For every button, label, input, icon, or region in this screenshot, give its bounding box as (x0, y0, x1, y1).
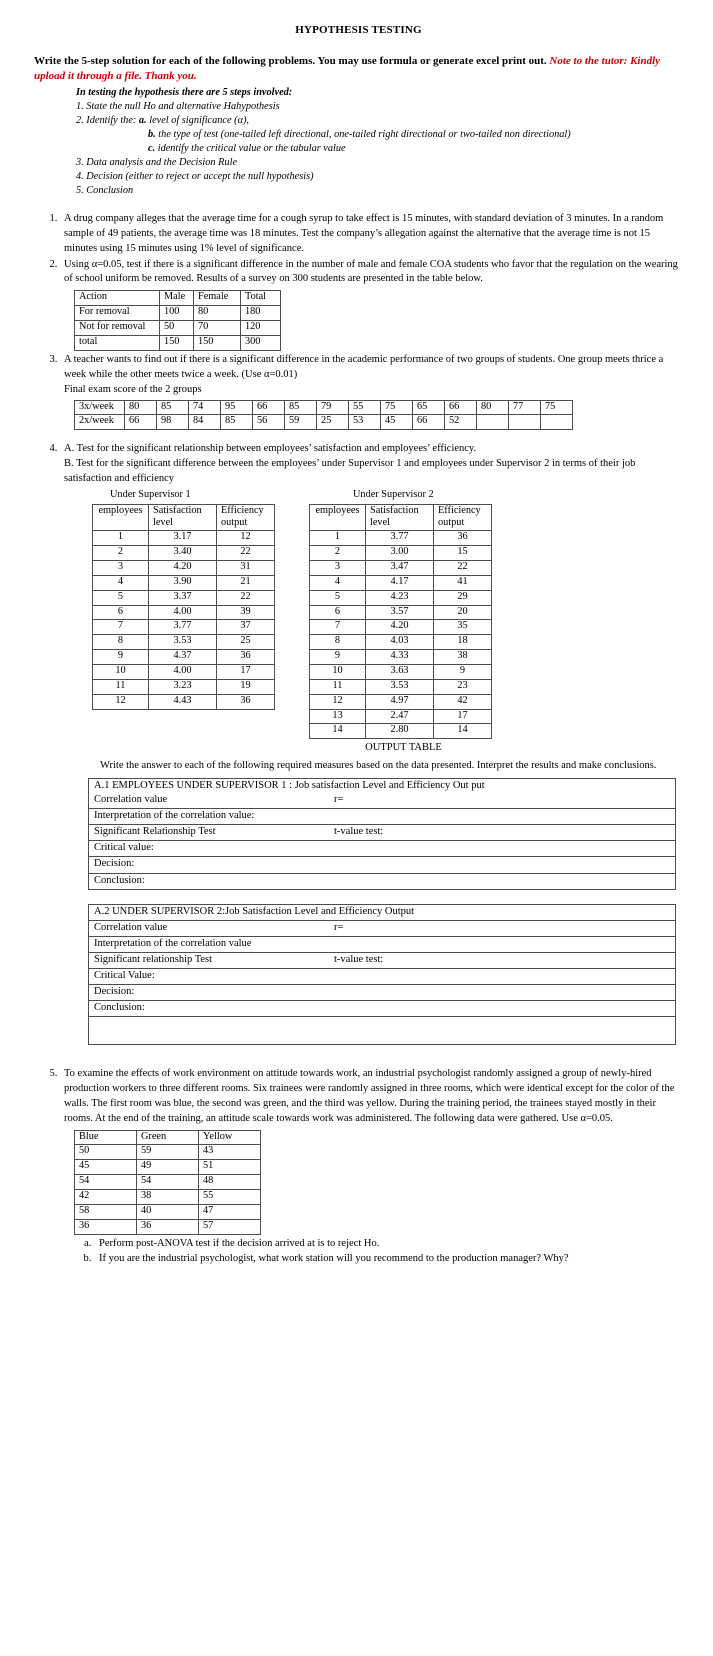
anova-header-yellow: Yellow (199, 1130, 261, 1145)
score-cell: 66 (445, 400, 477, 415)
table-row (310, 531, 492, 546)
score-cell: 80 (125, 400, 157, 415)
problem-5-sublist (64, 1237, 683, 1267)
sup2-cell: 3.63 (366, 665, 434, 680)
table-row (310, 575, 492, 590)
table-row (93, 575, 275, 590)
score-cell: 66 (413, 415, 445, 430)
survey-cell: 180 (241, 306, 281, 321)
problem-4-line-a: 4. A. Test for the significant relationship between employees’ satisfaction and employees’ efficiency. (64, 443, 477, 455)
a1-correlation-row (94, 793, 675, 807)
problem-3 (60, 353, 683, 430)
survey-header-female: Female (194, 291, 241, 306)
problem-1-text: A drug company alleges that the average time for a cough syrup to take effect is 15 minutes, with standard deviation of 3 minutes. In a random sample of 49 patients, the average time was 18 minutes. Test the company’s allegation against the alternative that the average time is not 15 minutes using 15 minutes using 1% level of significance. (64, 212, 664, 254)
sup2-header-satisfaction-l2: level (370, 516, 391, 528)
table-row (310, 709, 492, 724)
scores-row-label: 3x/week (75, 400, 125, 415)
sup2-cell: 4.23 (366, 590, 434, 605)
sup2-header-efficiency-l2: output (438, 516, 465, 528)
sup1-cell: 6 (93, 605, 149, 620)
sup1-cell: 1 (93, 531, 149, 546)
anova-header-blue: Blue (75, 1130, 137, 1145)
survey-cell: 50 (160, 321, 194, 336)
table-row (75, 1190, 261, 1205)
step-4: 4. Decision (either to reject or accept the null hypothesis) (76, 170, 314, 182)
sup2-cell: 29 (434, 590, 492, 605)
sup2-cell: 36 (434, 531, 492, 546)
anova-cell: 55 (199, 1190, 261, 1205)
supervisor-tables (92, 488, 683, 739)
a2-correlation-cell (89, 920, 676, 936)
table-row (93, 665, 275, 680)
sup1-cell: 17 (217, 665, 275, 680)
anova-cell: 43 (199, 1145, 261, 1160)
supervisor-2-table (309, 504, 492, 740)
score-cell (541, 415, 573, 430)
supervisor-1-table (92, 504, 275, 710)
a1-correlation-value: r= (334, 794, 344, 806)
sup1-cell: 19 (217, 679, 275, 694)
table-row (93, 650, 275, 665)
sup1-cell: 22 (217, 590, 275, 605)
anova-cell: 54 (137, 1175, 199, 1190)
sup2-cell: 6 (310, 605, 366, 620)
a1-sigtest-value: t-value test: (334, 826, 384, 838)
sup1-cell: 21 (217, 575, 275, 590)
sup2-cell: 3.57 (366, 605, 434, 620)
anova-cell: 49 (137, 1160, 199, 1175)
sup2-cell: 9 (434, 665, 492, 680)
anova-cell: 36 (137, 1219, 199, 1234)
output-table-a2 (88, 904, 676, 1045)
a1-title: A.1 EMPLOYEES UNDER SUPERVISOR 1 : Job satisfaction Level and Efficiency Out put (94, 780, 485, 792)
step-2c-bold: c. (148, 142, 156, 154)
sup1-header-efficiency (217, 504, 275, 531)
table-row (75, 335, 281, 350)
sup2-cell: 4.20 (366, 620, 434, 635)
table-row (89, 825, 676, 841)
anova-cell: 58 (75, 1204, 137, 1219)
sup2-cell: 3.47 (366, 561, 434, 576)
sup2-cell: 9 (310, 650, 366, 665)
table-row (75, 1175, 261, 1190)
step-3: 3. Data analysis and the Decision Rule (76, 156, 238, 168)
score-cell: 85 (221, 415, 253, 430)
table-row (89, 1017, 676, 1045)
sup2-cell: 20 (434, 605, 492, 620)
sup2-cell: 10 (310, 665, 366, 680)
sup2-cell: 1 (310, 531, 366, 546)
survey-header-action: Action (75, 291, 160, 306)
a2-correlation-row (94, 921, 675, 935)
score-cell: 85 (285, 400, 317, 415)
a2-sigtest-row (94, 953, 675, 967)
supervisor-2-caption: Under Supervisor 2 (353, 488, 434, 500)
anova-cell: 50 (75, 1145, 137, 1160)
sup2-cell: 14 (434, 724, 492, 739)
table-row (75, 415, 573, 430)
a2-critical-value: Critical Value: (89, 968, 676, 984)
problem-5 (60, 1067, 683, 1266)
problem-4-line-b: B. Test for the significant difference between the employees’ under Supervisor 1 and employees under Supervisor 2 in terms of their job satisfaction and efficiency (64, 458, 636, 485)
table-row (89, 779, 676, 809)
sup2-header-employees: employees (310, 504, 366, 531)
survey-cell: 300 (241, 335, 281, 350)
survey-cell: 120 (241, 321, 281, 336)
step-2c (148, 142, 683, 156)
table-gap (64, 890, 683, 900)
table-row (310, 590, 492, 605)
a1-title-cell (89, 779, 676, 809)
table-row (310, 620, 492, 635)
sup1-header-satisfaction-l1: Satisfaction (153, 504, 202, 516)
table-row (75, 1204, 261, 1219)
sup2-cell: 3 (310, 561, 366, 576)
a2-sigtest-cell (89, 952, 676, 968)
score-cell: 75 (381, 400, 413, 415)
problem-5-sub-b: b. If you are the industrial psychologist, what work station will you recommend to the production manager? Why? (94, 1252, 683, 1267)
sup1-cell: 4.00 (149, 665, 217, 680)
sup1-cell: 11 (93, 679, 149, 694)
table-row (75, 400, 573, 415)
problem-3-text: A teacher wants to find out if there is a significant difference in the academic performance of two groups of students. One group meets thrice a week while the other meets twice a week. (Use α=0.01) (64, 353, 664, 380)
steps-block (76, 86, 683, 198)
table-row (93, 531, 275, 546)
table-row (89, 920, 676, 936)
score-cell: 66 (253, 400, 285, 415)
table-row (310, 665, 492, 680)
sup1-cell: 12 (217, 531, 275, 546)
supervisor-2-block (309, 488, 492, 739)
a2-correlation-value: r= (334, 921, 344, 933)
a1-interpretation: Interpretation of the correlation value: (89, 809, 676, 825)
anova-cell: 57 (199, 1219, 261, 1234)
a2-conclusion: Conclusion: (89, 1000, 676, 1016)
survey-cell: 150 (194, 335, 241, 350)
sup1-header-satisfaction (149, 504, 217, 531)
score-cell: 55 (349, 400, 381, 415)
table-row (75, 306, 281, 321)
sup1-cell: 3.37 (149, 590, 217, 605)
sup2-cell: 35 (434, 620, 492, 635)
step-2-prefix: 2. Identify the: (76, 114, 139, 126)
sup1-cell: 4.43 (149, 694, 217, 709)
scores-row-label: 2x/week (75, 415, 125, 430)
sup1-cell: 3.17 (149, 531, 217, 546)
anova-cell: 47 (199, 1204, 261, 1219)
table-row (89, 968, 676, 984)
sup2-cell: 5 (310, 590, 366, 605)
sup1-cell: 3 (93, 561, 149, 576)
a1-critical-value: Critical value: (89, 841, 676, 857)
problem-5-sub-a: a. Perform post-ANOVA test if the decision arrived at is to reject Ho. (94, 1237, 683, 1252)
sup2-cell: 14 (310, 724, 366, 739)
score-cell: 53 (349, 415, 381, 430)
table-row (310, 650, 492, 665)
survey-cell: total (75, 335, 160, 350)
sup1-cell: 4.00 (149, 605, 217, 620)
sup2-cell: 42 (434, 694, 492, 709)
output-table-label: OUTPUT TABLE (365, 742, 442, 754)
a2-sigtest-label: Significant relationship Test (94, 953, 213, 965)
sup1-cell: 22 (217, 546, 275, 561)
sup2-cell: 3.77 (366, 531, 434, 546)
table-row (93, 620, 275, 635)
score-cell: 85 (157, 400, 189, 415)
score-cell: 45 (381, 415, 413, 430)
anova-table (74, 1130, 261, 1235)
survey-cell: 100 (160, 306, 194, 321)
sup1-cell: 36 (217, 650, 275, 665)
sup2-cell: 4.97 (366, 694, 434, 709)
steps-heading: In testing the hypothesis there are 5 steps involved: (76, 86, 293, 98)
score-cell: 25 (317, 415, 349, 430)
sup2-cell: 11 (310, 679, 366, 694)
step-2a-bold: a. (138, 114, 147, 126)
score-cell: 79 (317, 400, 349, 415)
anova-cell: 51 (199, 1160, 261, 1175)
score-cell: 52 (445, 415, 477, 430)
table-row (89, 873, 676, 889)
anova-cell: 42 (75, 1190, 137, 1205)
anova-cell: 45 (75, 1160, 137, 1175)
sup2-cell: 15 (434, 546, 492, 561)
sup1-cell: 25 (217, 635, 275, 650)
score-cell: 66 (125, 415, 157, 430)
sup1-cell: 3.40 (149, 546, 217, 561)
sup1-header-satisfaction-l2: level (153, 516, 174, 528)
output-instruction: Write the answer to each of the following required measures based on the data presented. Interpret the results and make conclusions. (100, 760, 657, 772)
table-row (89, 1000, 676, 1016)
table-row (93, 605, 275, 620)
instruction-text: Write the 5-step solution for each of the following problems. You may use formula or generate excel print out. (34, 54, 550, 67)
a1-conclusion: Conclusion: (89, 873, 676, 889)
tutor-note: Note to the tutor: Kindly upload it through a file. Thank you. (34, 54, 661, 82)
sup1-cell: 36 (217, 694, 275, 709)
sup2-cell: 17 (434, 709, 492, 724)
sup1-cell: 3.53 (149, 635, 217, 650)
a2-decision: Decision: (89, 984, 676, 1000)
step-2 (76, 114, 683, 128)
sup2-cell: 23 (434, 679, 492, 694)
sup2-cell: 4.03 (366, 635, 434, 650)
score-cell (477, 415, 509, 430)
step-2b-rest: the type of test (one-tailed left directional, one-tailed right directional or two-tailed non directional) (155, 128, 571, 140)
sup1-cell: 3.90 (149, 575, 217, 590)
sup1-header-efficiency-l1: Efficiency (221, 504, 264, 516)
table-row (89, 952, 676, 968)
a1-correlation-label: Correlation value (94, 794, 168, 806)
a1-sigtest-cell (89, 825, 676, 841)
table-row (75, 1219, 261, 1234)
sup2-header-efficiency (434, 504, 492, 531)
sup2-cell: 41 (434, 575, 492, 590)
sup2-cell: 4.33 (366, 650, 434, 665)
score-cell (509, 415, 541, 430)
anova-cell: 40 (137, 1204, 199, 1219)
supervisor-1-block (92, 488, 275, 739)
sup1-cell: 8 (93, 635, 149, 650)
sup2-header-satisfaction (366, 504, 434, 531)
a2-title: A.2 UNDER SUPERVISOR 2:Job Satisfaction Level and Efficiency Output (89, 904, 676, 920)
score-cell: 56 (253, 415, 285, 430)
score-cell: 80 (477, 400, 509, 415)
table-row (93, 561, 275, 576)
table-row (310, 679, 492, 694)
problem-list (34, 212, 683, 1267)
step-2b (148, 128, 683, 142)
sup1-cell: 5 (93, 590, 149, 605)
a1-decision: Decision: (89, 857, 676, 873)
anova-cell: 36 (75, 1219, 137, 1234)
problem-1 (60, 212, 683, 257)
sup2-cell: 7 (310, 620, 366, 635)
table-row (75, 291, 281, 306)
step-2c-rest: identify the critical value or the tabular value (155, 142, 346, 154)
step-2b-bold: b. (148, 128, 156, 140)
problem-2-text: Using α=0.05, test if there is a significant difference in the number of male and female COA students who favor that the regulation on the wearing of school uniform be removed. Results of a survey on 300 students are presented in the table below. (64, 258, 678, 285)
sup1-cell: 10 (93, 665, 149, 680)
sup2-cell: 12 (310, 694, 366, 709)
table-row (93, 504, 275, 531)
survey-cell: For removal (75, 306, 160, 321)
sup1-cell: 12 (93, 694, 149, 709)
survey-header-total: Total (241, 291, 281, 306)
supervisor-1-caption: Under Supervisor 1 (110, 488, 191, 500)
a2-interpretation: Interpretation of the correlation value (89, 936, 676, 952)
table-row (89, 857, 676, 873)
sup1-cell: 3.77 (149, 620, 217, 635)
score-cell: 75 (541, 400, 573, 415)
sup2-cell: 3.00 (366, 546, 434, 561)
sup1-cell: 3.23 (149, 679, 217, 694)
sup2-cell: 2 (310, 546, 366, 561)
step-1: 1. State the null Ho and alternative Hahypothesis (76, 100, 280, 112)
table-row (93, 679, 275, 694)
sup2-cell: 38 (434, 650, 492, 665)
sup2-header-efficiency-l1: Efficiency (438, 504, 481, 516)
sup2-header-satisfaction-l1: Satisfaction (370, 504, 419, 516)
problem-3-subtitle: Final exam score of the 2 groups (64, 383, 202, 395)
anova-cell: 48 (199, 1175, 261, 1190)
table-row (310, 504, 492, 531)
exam-scores-table (74, 400, 573, 431)
table-row (93, 635, 275, 650)
table-row (75, 321, 281, 336)
score-cell: 74 (189, 400, 221, 415)
sup2-cell: 2.80 (366, 724, 434, 739)
sup1-cell: 37 (217, 620, 275, 635)
a2-blank-row (89, 1017, 676, 1045)
sup1-cell: 2 (93, 546, 149, 561)
table-row (89, 809, 676, 825)
sup2-cell: 3.53 (366, 679, 434, 694)
a1-sigtest-label: Significant Relationship Test (94, 826, 216, 838)
problem-5-text: To examine the effects of work environment on attitude towards work, an industrial psychologist randomly assigned a group of newly-hired production workers to three different rooms. Six trainees were randomly assigned in three rooms, which were identical except for the color of the walls. The first room was blue, the second was green, and the third was yellow. During the training period, the trainees stayed mostly in their rooms. At the end of the training, an attitude scale towards work was administered. The following data were gathered. Use α=0.05. (64, 1068, 675, 1124)
sup1-cell: 4.37 (149, 650, 217, 665)
problem-4 (60, 442, 683, 1045)
sup2-cell: 8 (310, 635, 366, 650)
score-cell: 84 (189, 415, 221, 430)
sup2-cell: 2.47 (366, 709, 434, 724)
table-row (89, 904, 676, 920)
problem-2 (60, 258, 683, 351)
output-table-a1 (88, 778, 676, 889)
sup1-header-efficiency-l2: output (221, 516, 248, 528)
table-row (310, 605, 492, 620)
sup1-cell: 9 (93, 650, 149, 665)
sup1-cell: 4.20 (149, 561, 217, 576)
anova-header-green: Green (137, 1130, 199, 1145)
anova-cell: 59 (137, 1145, 199, 1160)
sup2-cell: 4.17 (366, 575, 434, 590)
sup1-cell: 7 (93, 620, 149, 635)
sup1-header-employees: employees (93, 504, 149, 531)
a2-correlation-label: Correlation value (94, 921, 168, 933)
score-cell: 95 (221, 400, 253, 415)
sup2-cell: 18 (434, 635, 492, 650)
table-row (310, 724, 492, 739)
sup2-cell: 13 (310, 709, 366, 724)
survey-table (74, 290, 281, 350)
sup1-cell: 39 (217, 605, 275, 620)
survey-cell: 80 (194, 306, 241, 321)
sup2-cell: 4 (310, 575, 366, 590)
table-row (93, 694, 275, 709)
survey-cell: 150 (160, 335, 194, 350)
table-row (75, 1160, 261, 1175)
survey-cell: 70 (194, 321, 241, 336)
a1-sigtest-row (94, 825, 675, 839)
score-cell: 65 (413, 400, 445, 415)
table-row (93, 590, 275, 605)
score-cell: 77 (509, 400, 541, 415)
table-row (310, 635, 492, 650)
sup1-cell: 4 (93, 575, 149, 590)
survey-header-male: Male (160, 291, 194, 306)
table-row (75, 1130, 261, 1145)
table-row (310, 546, 492, 561)
table-row (89, 984, 676, 1000)
step-5: 5. Conclusion (76, 184, 134, 196)
anova-cell: 38 (137, 1190, 199, 1205)
table-row (89, 936, 676, 952)
anova-cell: 54 (75, 1175, 137, 1190)
step-2a-rest: level of significance (α), (146, 114, 249, 126)
table-row (310, 694, 492, 709)
a2-sigtest-value: t-value test: (334, 953, 384, 965)
table-row (75, 1145, 261, 1160)
survey-cell: Not for removal (75, 321, 160, 336)
score-cell: 98 (157, 415, 189, 430)
sup2-cell: 22 (434, 561, 492, 576)
table-row (310, 561, 492, 576)
sup1-cell: 31 (217, 561, 275, 576)
main-instruction (34, 54, 683, 84)
table-row (93, 546, 275, 561)
page-title: HYPOTHESIS TESTING (295, 24, 422, 36)
table-row (89, 841, 676, 857)
score-cell: 59 (285, 415, 317, 430)
